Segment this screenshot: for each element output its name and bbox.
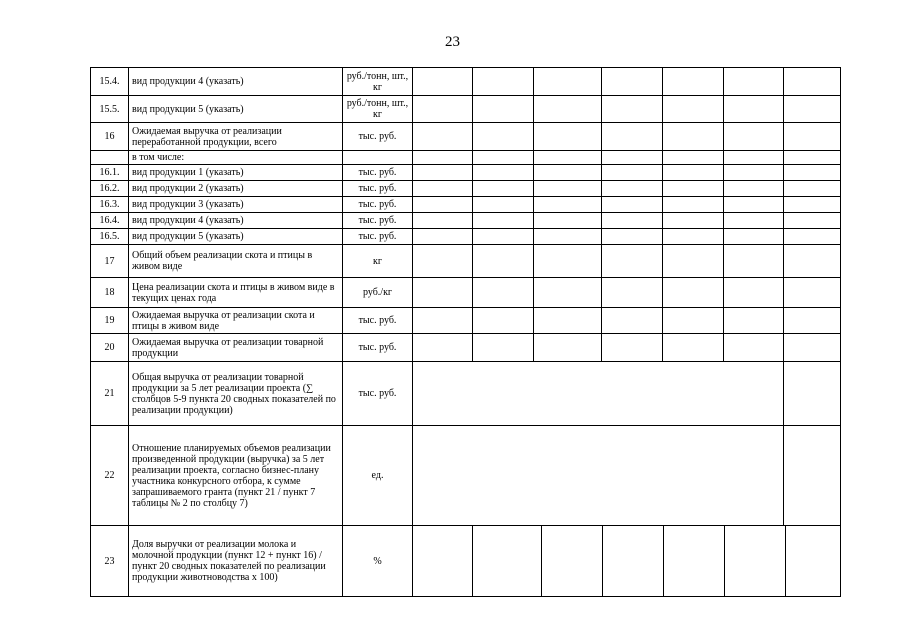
value-cell — [413, 151, 473, 165]
value-cell — [534, 165, 602, 181]
value-cell — [534, 181, 602, 197]
indicator-cell: вид продукции 5 (указать) — [129, 96, 343, 123]
indicator-cell: Общая выручка от реализации товарной продукции за 5 лет реализации проекта (∑ столбцов 5-9 пункта 20 сводных показателей по реализации продукции) — [129, 362, 343, 426]
value-cell — [473, 197, 534, 213]
table-row — [91, 308, 841, 334]
value-cell — [724, 229, 784, 245]
row-number-cell — [91, 151, 129, 165]
value-cell — [473, 526, 542, 596]
row-number-cell: 15.5. — [91, 96, 129, 123]
unit-cell: тыс. руб. — [343, 362, 413, 426]
unit-cell: тыс. руб. — [343, 197, 413, 213]
value-cell — [784, 426, 841, 526]
indicator-cell: Ожидаемая выручка от реализации переработанной продукции, всего — [129, 123, 343, 151]
value-cell — [542, 526, 603, 596]
unit-cell: тыс. руб. — [343, 229, 413, 245]
table-row — [91, 362, 841, 426]
value-cell — [534, 308, 602, 334]
table-row — [91, 68, 841, 96]
table-row — [91, 213, 841, 229]
value-cell — [413, 68, 473, 96]
value-cell — [724, 334, 784, 362]
value-cell — [413, 229, 473, 245]
unit-cell: % — [343, 526, 413, 597]
value-cell — [602, 123, 663, 151]
page-number: 23 — [445, 34, 460, 50]
value-cell — [724, 96, 784, 123]
row-number-cell: 17 — [91, 245, 129, 278]
value-cell — [784, 151, 841, 165]
indicators-table — [90, 67, 841, 597]
value-cell — [473, 229, 534, 245]
value-cell — [725, 526, 786, 596]
value-cell — [724, 308, 784, 334]
indicator-cell: Цена реализации скота и птицы в живом виде в текущих ценах года — [129, 278, 343, 308]
value-cell — [473, 165, 534, 181]
indicator-cell: вид продукции 3 (указать) — [129, 197, 343, 213]
value-cell — [663, 181, 724, 197]
value-cell — [473, 151, 534, 165]
unit-cell: ед. — [343, 426, 413, 526]
value-cell — [663, 123, 724, 151]
value-cell-merged — [413, 426, 784, 526]
unit-cell: тыс. руб. — [343, 123, 413, 151]
unit-cell — [343, 151, 413, 165]
value-cell — [663, 245, 724, 278]
value-cell — [413, 96, 473, 123]
value-cell — [784, 278, 841, 308]
value-cell — [602, 213, 663, 229]
indicator-cell: Общий объем реализации скота и птицы в живом виде — [129, 245, 343, 278]
indicator-cell: вид продукции 5 (указать) — [129, 229, 343, 245]
indicator-cell: в том числе: — [129, 151, 343, 165]
table-row — [91, 151, 841, 165]
value-cell — [784, 181, 841, 197]
value-cell — [473, 308, 534, 334]
value-cell — [602, 197, 663, 213]
value-cell — [602, 245, 663, 278]
table-row — [91, 334, 841, 362]
value-cell — [413, 181, 473, 197]
value-cell — [534, 245, 602, 278]
indicator-cell: Ожидаемая выручка от реализации скота и птицы в живом виде — [129, 308, 343, 334]
table-row — [91, 526, 841, 597]
indicator-cell: вид продукции 4 (указать) — [129, 213, 343, 229]
unit-cell: руб./тонн, шт., кг — [343, 96, 413, 123]
value-cell — [784, 123, 841, 151]
value-cell — [473, 278, 534, 308]
value-cell — [784, 229, 841, 245]
value-cell — [784, 197, 841, 213]
indicator-cell: Доля выручки от реализации молока и молочной продукции (пункт 12 + пункт 16) / пункт 20 сводных показателей по реализации продукции животноводства х 100) — [129, 526, 343, 597]
value-cell — [534, 96, 602, 123]
value-cell — [413, 245, 473, 278]
value-cell — [413, 526, 473, 596]
row-number-cell: 16.1. — [91, 165, 129, 181]
value-cell — [724, 245, 784, 278]
value-cell-group — [413, 526, 841, 597]
value-cell — [602, 96, 663, 123]
value-cell — [602, 151, 663, 165]
value-cell — [664, 526, 725, 596]
value-cell — [413, 197, 473, 213]
row-number-cell: 21 — [91, 362, 129, 426]
unit-cell: тыс. руб. — [343, 213, 413, 229]
value-cell — [784, 213, 841, 229]
value-cell — [663, 213, 724, 229]
value-cell — [413, 308, 473, 334]
value-cell — [784, 245, 841, 278]
table-row — [91, 165, 841, 181]
value-cell — [534, 278, 602, 308]
value-cell — [413, 213, 473, 229]
value-cell — [602, 165, 663, 181]
value-cell — [602, 181, 663, 197]
value-cell — [534, 68, 602, 96]
row-number-cell: 15.4. — [91, 68, 129, 96]
value-cell — [473, 245, 534, 278]
indicator-cell: Ожидаемая выручка от реализации товарной продукции — [129, 334, 343, 362]
table-row — [91, 197, 841, 213]
value-cell — [724, 123, 784, 151]
value-cell — [413, 165, 473, 181]
value-cell — [534, 197, 602, 213]
value-cell — [663, 96, 724, 123]
value-cell — [413, 278, 473, 308]
value-cell — [473, 181, 534, 197]
row-number-cell: 16.4. — [91, 213, 129, 229]
row-number-cell: 20 — [91, 334, 129, 362]
value-cell — [473, 123, 534, 151]
value-cell — [784, 96, 841, 123]
value-cell — [663, 334, 724, 362]
value-cell — [724, 197, 784, 213]
unit-cell: руб./кг — [343, 278, 413, 308]
value-cell — [602, 308, 663, 334]
unit-cell: руб./тонн, шт., кг — [343, 68, 413, 96]
value-cell — [784, 68, 841, 96]
value-cell — [724, 213, 784, 229]
value-cell — [784, 308, 841, 334]
value-cell — [473, 96, 534, 123]
value-cell — [473, 334, 534, 362]
value-cell — [473, 68, 534, 96]
value-cell — [602, 68, 663, 96]
indicator-cell: вид продукции 2 (указать) — [129, 181, 343, 197]
unit-cell: тыс. руб. — [343, 181, 413, 197]
value-cell — [663, 151, 724, 165]
value-cell — [663, 197, 724, 213]
value-cell — [786, 526, 840, 596]
value-cells-row — [413, 526, 840, 596]
table-row — [91, 426, 841, 526]
unit-cell: тыс. руб. — [343, 308, 413, 334]
value-cell — [602, 334, 663, 362]
value-cell — [724, 278, 784, 308]
value-cell — [413, 123, 473, 151]
unit-cell: кг — [343, 245, 413, 278]
table-row — [91, 181, 841, 197]
indicator-cell: вид продукции 1 (указать) — [129, 165, 343, 181]
value-cell — [534, 123, 602, 151]
value-cell — [602, 278, 663, 308]
value-cell — [413, 334, 473, 362]
value-cell — [473, 213, 534, 229]
value-cell — [663, 165, 724, 181]
value-cell-merged — [413, 362, 784, 426]
row-number-cell: 16.2. — [91, 181, 129, 197]
row-number-cell: 16.3. — [91, 197, 129, 213]
value-cell — [724, 165, 784, 181]
value-cell — [724, 68, 784, 96]
indicator-cell: Отношение планируемых объемов реализации произведенной продукции (выручка) за 5 лет реализации проекта, согласно бизнес-плану участника конкурсного отбора, к сумме запрашиваемого гранта (пункт 21 / пункт 7 таблицы № 2 по столбцу 7) — [129, 426, 343, 526]
indicator-cell: вид продукции 4 (указать) — [129, 68, 343, 96]
value-cell — [784, 334, 841, 362]
row-number-cell: 18 — [91, 278, 129, 308]
value-cell — [534, 151, 602, 165]
table-row — [91, 96, 841, 123]
table-row — [91, 123, 841, 151]
value-cell — [724, 181, 784, 197]
value-cell — [602, 229, 663, 245]
value-cell — [784, 362, 841, 426]
table-row — [91, 229, 841, 245]
value-cell — [663, 68, 724, 96]
value-cell — [663, 308, 724, 334]
unit-cell: тыс. руб. — [343, 334, 413, 362]
value-cell — [784, 165, 841, 181]
table-row — [91, 245, 841, 278]
value-cell — [534, 229, 602, 245]
row-number-cell: 23 — [91, 526, 129, 597]
value-cell — [534, 334, 602, 362]
unit-cell: тыс. руб. — [343, 165, 413, 181]
value-cell — [603, 526, 664, 596]
table-row — [91, 278, 841, 308]
row-number-cell: 16 — [91, 123, 129, 151]
value-cell — [724, 151, 784, 165]
value-cell — [534, 213, 602, 229]
row-number-cell: 19 — [91, 308, 129, 334]
value-cell — [663, 229, 724, 245]
row-number-cell: 22 — [91, 426, 129, 526]
row-number-cell: 16.5. — [91, 229, 129, 245]
value-cell — [663, 278, 724, 308]
